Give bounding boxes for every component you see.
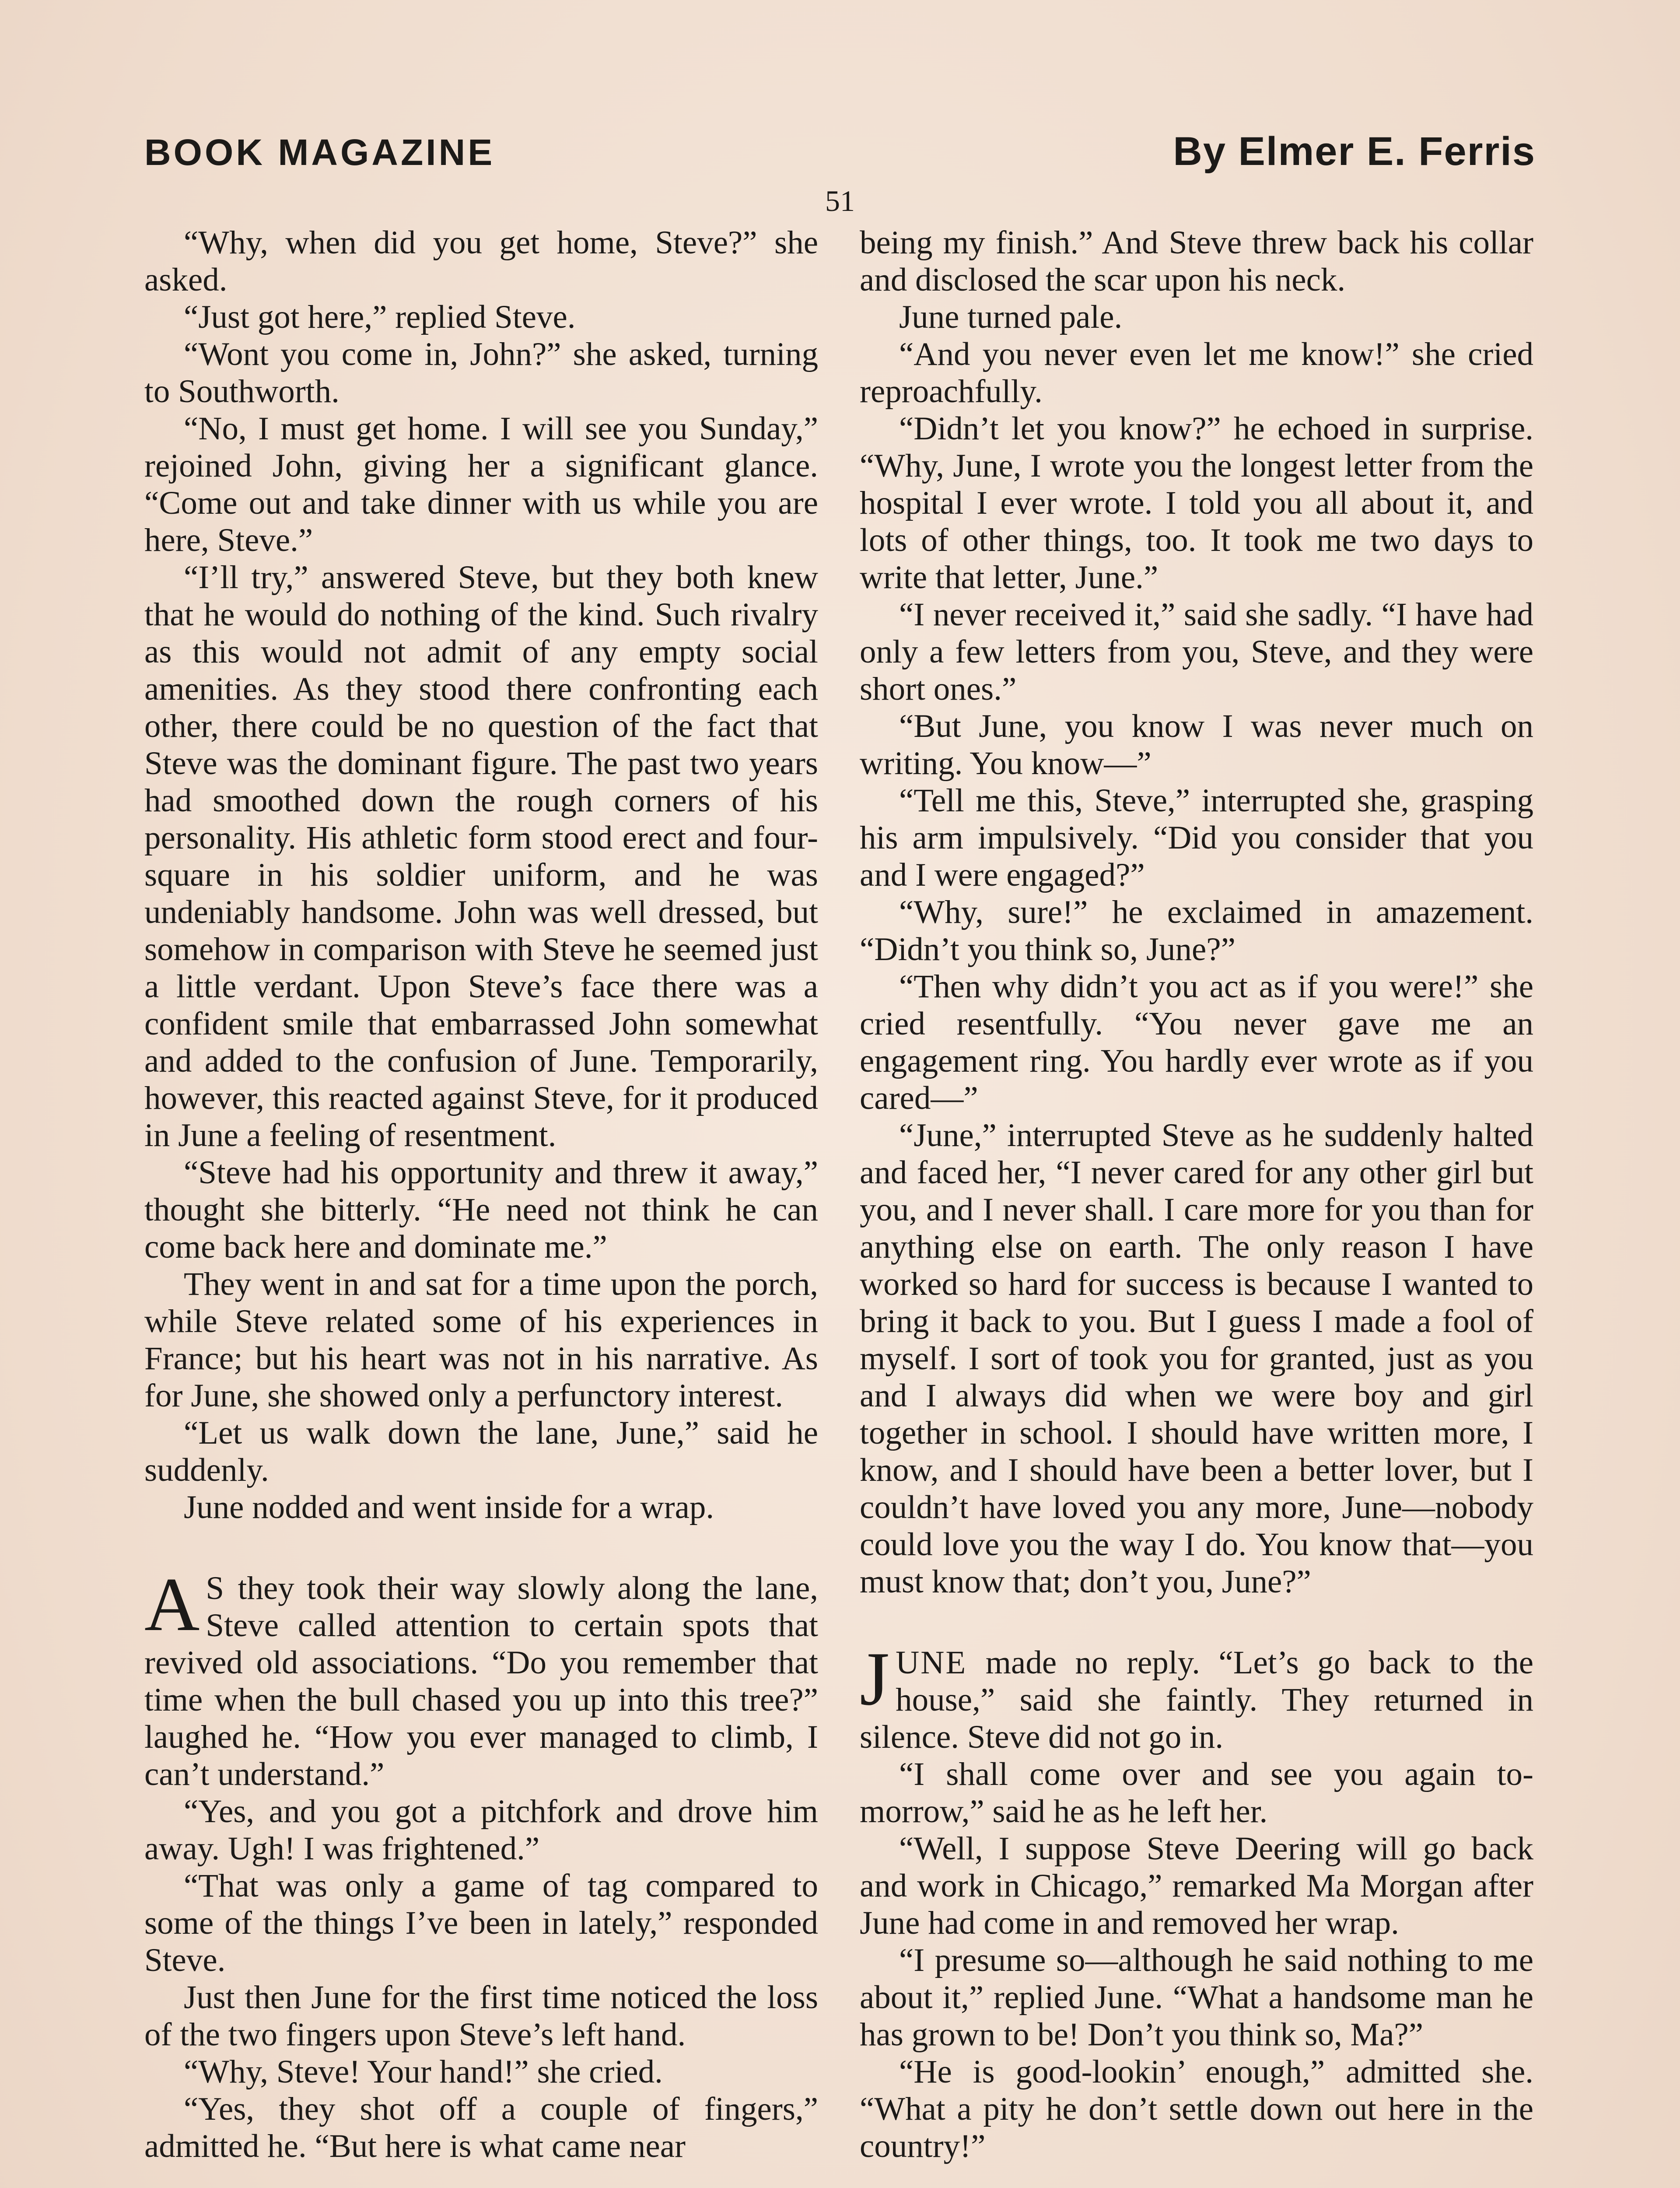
paragraph: “No, I must get home. I will see you Sunday,” rejoined John, giving her a significant glance. “Come out and take dinner with us while you are here, Steve.” bbox=[144, 410, 818, 558]
drop-cap: A bbox=[144, 1562, 200, 1647]
paragraph: “Just got here,” replied Steve. bbox=[184, 299, 576, 335]
paragraph: “I shall come over and see you again to-morrow,” said he as he left her. bbox=[860, 1756, 1533, 1830]
paragraph: “I never received it,” said she sadly. “I have had only a few letters from you, Steve, and they were short ones.” bbox=[860, 596, 1533, 707]
paragraph: “Steve had his opportunity and threw it away,” thought she bitterly. “He need not think he can come back here and dominate me.” bbox=[144, 1154, 818, 1265]
right-column bbox=[860, 224, 1533, 2188]
left-column bbox=[144, 224, 818, 2188]
section-text: made no reply. “Let’s go back to the house,” said she faintly. They returned in silence. Steve did not go in. bbox=[860, 1645, 1533, 1755]
paragraph: They went in and sat for a time upon the porch, while Steve related some of his experiences in France; but his heart was not in his narrative. As for June, she showed only a perfunctory interest. bbox=[144, 1266, 818, 1414]
paragraph: June nodded and went inside for a wrap. bbox=[184, 1489, 714, 1525]
paragraph: “Well, I suppose Steve Deering will go back and work in Chicago,” remarked Ma Morgan after June had come in and removed her wrap. bbox=[860, 1830, 1533, 1941]
page-header bbox=[144, 131, 1536, 179]
section-text: they took their way slowly along the lane, Steve called attention to certain spots that revived old associations. “Do you remember that time when the bull chased you up into this tree?” laughed he. “How you ever managed to climb, I can’t understand.” bbox=[144, 1570, 818, 1792]
paragraph: “He is good-lookin’ enough,” admitted she. “What a pity he don’t settle down out here in the country!” bbox=[860, 2054, 1533, 2164]
paragraph: “Yes, and you got a pitchfork and drove him away. Ugh! I was frightened.” bbox=[144, 1793, 818, 1867]
paragraph: “Then why didn’t you act as if you were!” she cried resentfully. “You never gave me an engagement ring. You hardly ever wrote as if you cared—” bbox=[860, 968, 1533, 1116]
paragraph: “That was only a game of tag compared to some of the things I’ve been in lately,” responded Steve. bbox=[144, 1868, 818, 1978]
magazine-title: BOOK MAGAZINE bbox=[144, 132, 495, 173]
paragraph: “Yes, they shot off a couple of fingers,” admitted he. “But here is what came near bbox=[144, 2091, 818, 2164]
paragraph: “Why, Steve! Your hand!” she cried. bbox=[184, 2054, 663, 2090]
paragraph: “Let us walk down the lane, June,” said he suddenly. bbox=[144, 1415, 818, 1488]
paragraph: “June,” interrupted Steve as he suddenly halted and faced her, “I never cared for any other girl but you, and I never shall. I care more for you than for anything else on earth. The only reason I have worked so hard for success is because I wanted to bring it back to you. But I guess I made a fool of myself. I sort of took you for granted, just as you and I always did when we were boy and girl together in school. I should have written more, I know, and I should have been a better lover, but I couldn’t have loved you any more, June—nobody could love you the way I do. You know that—you must know that; don’t you, June?” bbox=[860, 1117, 1533, 1600]
paragraph: “Why, sure!” he exclaimed in amazement. “Didn’t you think so, June?” bbox=[860, 894, 1533, 968]
author-byline: By Elmer E. Ferris bbox=[1173, 129, 1536, 174]
paragraph: “I’ll try,” answered Steve, but they both knew that he would do nothing of the kind. Such rivalry as this would not admit of any empty social amenities. As they stood there confronting each other, there could be no question of the fact that Steve was the dominant figure. The past two years had smoothed down the rough corners of his personality. His athletic form stood erect and four-square in his soldier uniform, and he was undeniably handsome. John was well dressed, but somehow in comparison with Steve he seemed just a little verdant. Upon Steve’s face there was a confident smile that embarrassed John somewhat and added to the confusion of June. Temporarily, however, this reacted against Steve, for it produced in June a feeling of resentment. bbox=[144, 559, 818, 1154]
small-caps-lead: S bbox=[206, 1570, 226, 1606]
paragraph: “Didn’t let you know?” he echoed in surprise. “Why, June, I wrote you the longest letter from the hospital I ever wrote. I told you all about it, and lots of other things, too. It took me two days to write that letter, June.” bbox=[860, 410, 1533, 596]
page-number: 51 bbox=[825, 184, 855, 217]
paragraph: Just then June for the first time noticed the loss of the two fingers upon Steve’s left hand. bbox=[144, 1979, 818, 2053]
paragraph: “And you never even let me know!” she cried reproachfully. bbox=[860, 336, 1533, 410]
paragraph: “I presume so—although he said nothing to me about it,” replied June. “What a handsome man he has grown to be! Don’t you think so, Ma?” bbox=[860, 1942, 1533, 2053]
paragraph: “Wont you come in, John?” she asked, turning to Southworth. bbox=[144, 336, 818, 410]
continued-paragraph: being my finish.” And Steve threw back his collar and disclosed the scar upon his neck. bbox=[860, 224, 1533, 298]
section-opening-paragraph bbox=[860, 1636, 1533, 1756]
paragraph: June turned pale. bbox=[899, 299, 1123, 335]
drop-cap: J bbox=[860, 1636, 890, 1721]
paragraph: “Why, when did you get home, Steve?” she asked. bbox=[144, 224, 818, 298]
section-opening-paragraph bbox=[144, 1562, 818, 1793]
paragraph: “Tell me this, Steve,” interrupted she, grasping his arm impulsively. “Did you consider that you and I were engaged?” bbox=[860, 782, 1533, 893]
small-caps-lead: UNE bbox=[896, 1645, 967, 1681]
paragraph: “But June, you know I was never much on writing. You know—” bbox=[860, 708, 1533, 782]
